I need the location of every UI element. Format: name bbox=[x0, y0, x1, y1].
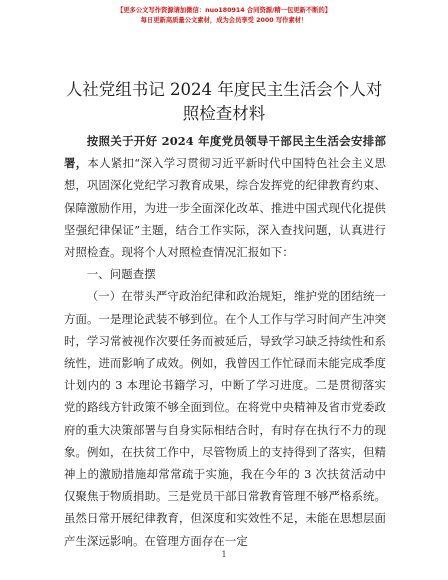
body-paragraph: （一）在带头严守政治纪律和政治规矩，维护党的团结统一方面。一是理论武装不够到位。在个人工作与学习时间产生冲突时，学习常被视作次要任务而被延后，导致学习缺乏持续性和系统性，进而影响了成效。例如，我曾因工作忙碌而未能完成季度计划内的 3 本理论书籍学习，中断了学习进度。二是贯彻落实党的路线方针政策不够全面到位。在将党中央精神及省市党委政府的重大决策部署与自身实际相结合时，有时存在执行不力的现象。例如，在扶贫工作中，尽管物质上的支持得到了落实，但精神上的激励措施却常常疏于实施，我在今年的 3 次扶贫活动中仅聚焦于物质捐助。三是党员干部日常教育管理不够严格系统。虽然日常开展纪律教育，但深度和实效性不足，未能在思想层面产生深远影响。在管理方面存在一定 bbox=[64, 289, 386, 548]
intro-text: 本人紧扣“深入学习贯彻习近平新时代中国特色社会主义思想，巩固深化党纪学习教育成果，综合发挥党的纪律教育约束、保障激励作用，为进一步全面深化改革、推进中国式现代化提供坚强纪律保证”主题，结合工作实际，深入查找问题，认真进行对照检查。现将个人对照检查情况汇报如下： bbox=[64, 156, 386, 260]
document-title: 人社党组书记 2024 年度民主生活会个人对照检查材料 bbox=[65, 80, 383, 123]
section-heading: 一、问题查摆 bbox=[86, 267, 156, 282]
banner-line-1: 【更多公文写作资源请加微信：nuo180914 合同资源/精一包更新不断的】 bbox=[116, 7, 332, 14]
intro-paragraph bbox=[64, 130, 386, 263]
intro-bold-text: 按照关于开好 2024 年度党员领导干部民主生活会安排部署， bbox=[64, 134, 386, 171]
page-number: 1 bbox=[221, 550, 227, 559]
document-body bbox=[64, 130, 386, 552]
banner-line-2: 每日更新高质量公文素材，成为会员享受 2000 写作素材！ bbox=[140, 17, 308, 24]
promo-banner bbox=[0, 6, 448, 26]
